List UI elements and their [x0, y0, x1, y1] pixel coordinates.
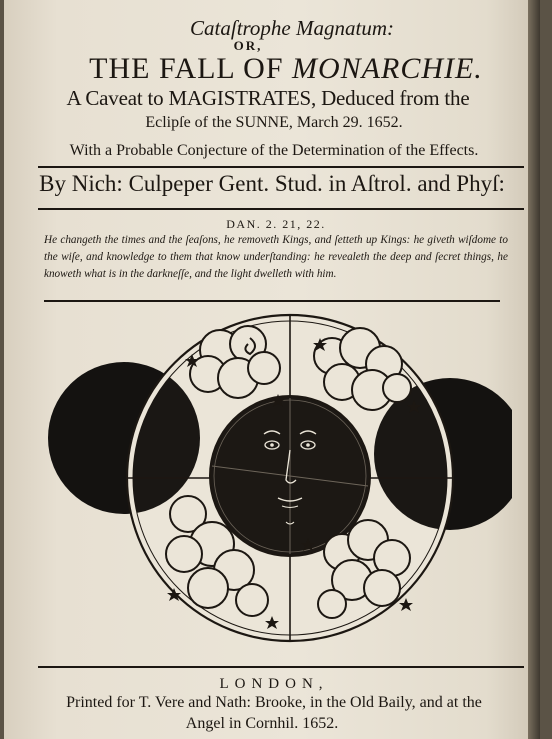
- title-line-or: OR,: [233, 38, 263, 53]
- title-line-eclipse: Eclipſe of the SUNNE, March 29. 1652.: [145, 114, 403, 131]
- title-line-fall-of-monarchie: [18, 52, 540, 86]
- title-fall-of: THE FALL OF: [89, 52, 292, 85]
- title-page: [4, 0, 540, 739]
- eclipse-woodcut: [42, 308, 512, 660]
- rule-under-quote: [44, 300, 500, 302]
- sun-face-icon: [210, 396, 370, 556]
- imprint-line-1: Printed for T. Vere and Nath: Brooke, in the Old Baily, and at the: [66, 694, 482, 711]
- rule-middle: [38, 208, 524, 210]
- imprint-line-2: Angel in Cornhil. 1652.: [185, 715, 339, 732]
- title-monarchie: MONARCHIE.: [292, 52, 483, 85]
- title-line-caveat: A Caveat to MAGISTRATES, Deduced from the: [66, 86, 470, 110]
- rule-top: [38, 166, 524, 168]
- scripture-quote: He changeth the times and the ſeaſons, he removeth Kings, and ſetteth up Kings: he giveth wiſdome to the wiſe, and knowledge to them that know underſtanding: he revealeth the deep and ſecret things, he knoweth what is in the darkneſſe, and the light dwelleth with him.: [44, 234, 508, 280]
- rule-above-imprint: [38, 666, 524, 668]
- author-byline: By Nich: Culpeper Gent. Stud. in Aſtrol. and Phyſ:: [39, 171, 505, 196]
- scripture-citation: DAN. 2. 21, 22.: [226, 217, 326, 231]
- title-line-conjecture: With a Probable Conjecture of the Determination of the Effects.: [69, 142, 479, 159]
- imprint-city: LONDON,: [219, 676, 329, 692]
- book-edge: [528, 0, 540, 739]
- title-line-catastrophe: Cataſtrophe Magnatum:: [190, 16, 394, 40]
